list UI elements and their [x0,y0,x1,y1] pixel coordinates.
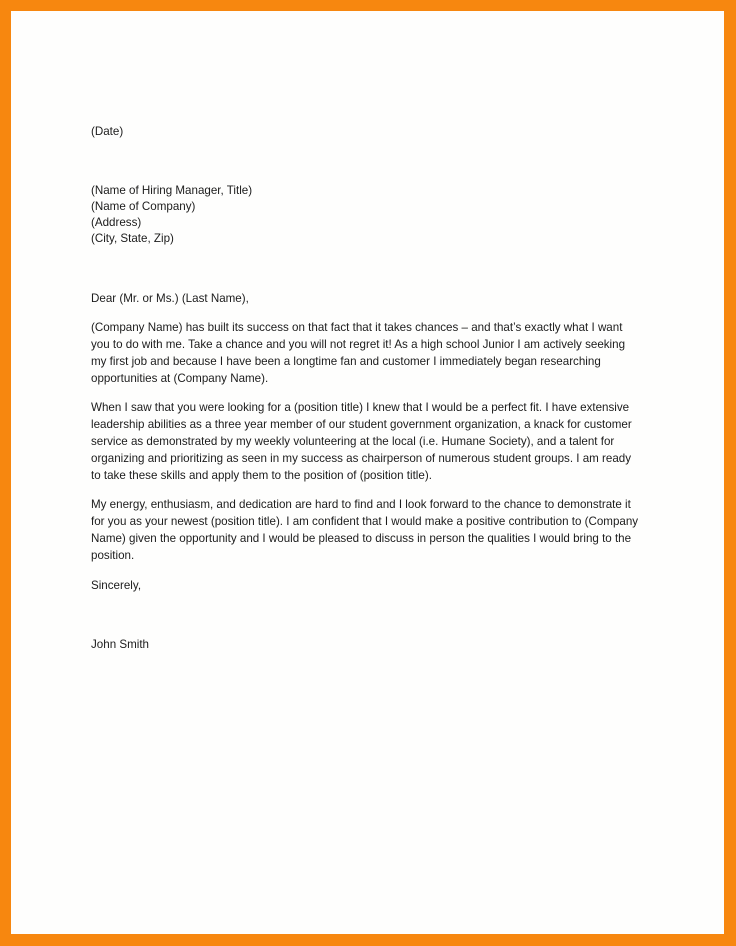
signature-name: John Smith [91,638,149,651]
body-paragraph-2: When I saw that you were looking for a (position title) I knew that I would be a perfect fit. I have extensive leadership abilities as a three year member of our student government organization, a knack for customer service as demonstrated by my weekly volunteering at the local (i.e. Humane Society), and a talent for organizing and prioritizing as seen in my success as chairperson of numerous student groups. I am ready to take these skills and apply them to the position of (position title). [91,401,632,482]
salutation-line: Dear (Mr. or Ms.) (Last Name), [91,292,249,305]
recipient-name-title: (Name of Hiring Manager, Title) [91,184,253,197]
body-paragraph-1: (Company Name) has built its success on that fact that it takes chances – and that’s exactly what I want you to do with me. Take a chance and you will not regret it! As a high school Junior I am actively seeking my first job and because I have been a longtime fan and customer I immediately began researching opportunities at (Company Name). [91,321,626,385]
date-placeholder: (Date) [91,125,124,138]
recipient-city-state-zip: (City, State, Zip) [91,232,174,245]
recipient-address: (Address) [91,216,142,229]
letter-page [11,11,724,934]
recipient-address-block [91,183,642,247]
closing-line: Sincerely, [91,579,142,592]
cover-letter-body [91,123,642,653]
recipient-company: (Name of Company) [91,200,196,213]
body-paragraph-3: My energy, enthusiasm, and dedication are hard to find and I look forward to the chance to demonstrate it for you as your newest (position title). I am confident that I would make a positive contribution to (Company Name) given the opportunity and I would be pleased to discuss in person the qualities I would bring to the position. [91,498,639,562]
